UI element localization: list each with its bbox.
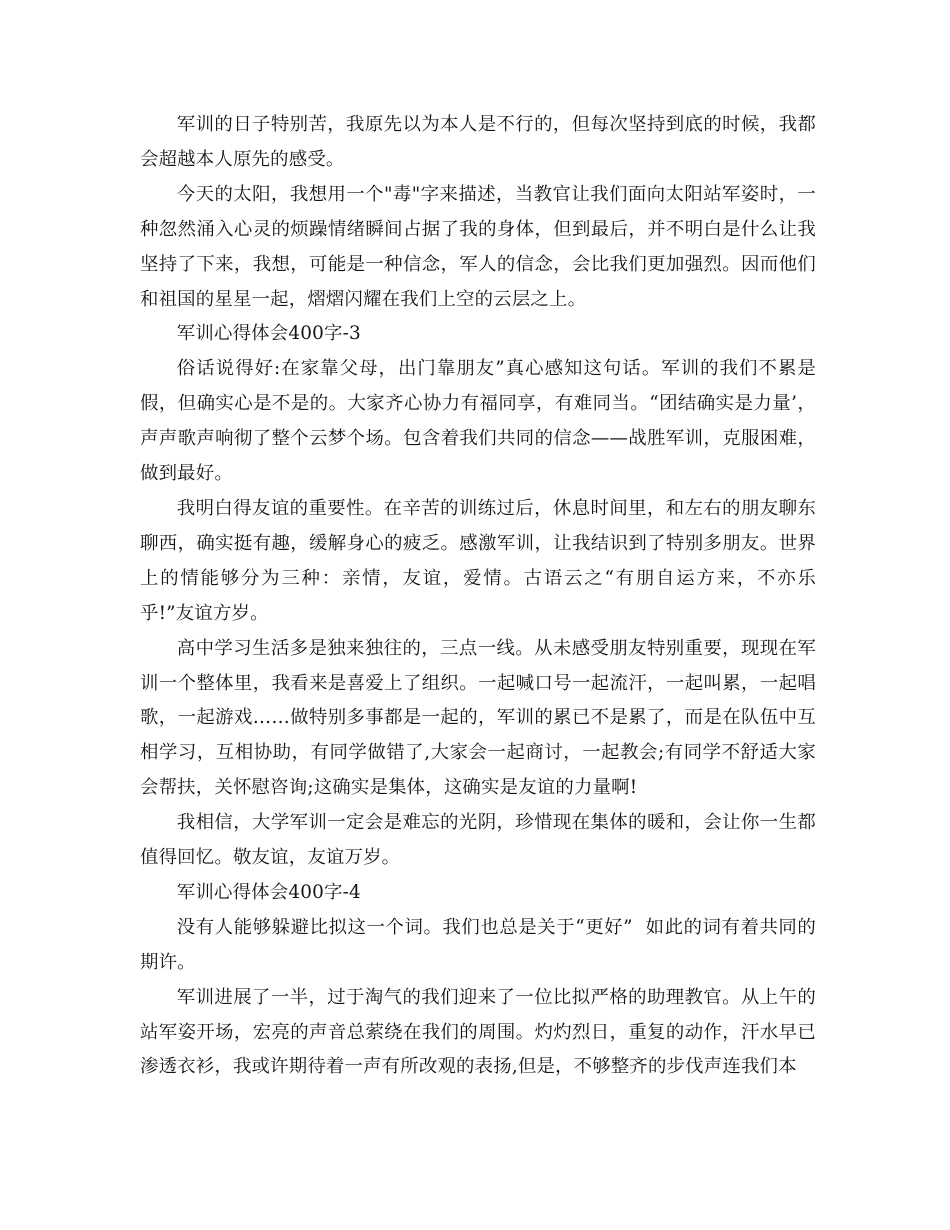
paragraph-instructor: 军训进展了一半，过于淘气的我们迎来了一位比拟严格的助理教官。从上午的站军姿开场，宏亮的声音总萦绕在我们的周围。灼灼烈日，重复的动作，汗水早已渗透衣衫，我或许期待着一声有所改观的表扬,但是，不够整齐的步伐声连我们本 (140, 986, 816, 1078)
paragraph-high-school: 高中学习生活多是独来独往的，三点一线。从未感受朋友特别重要，现现在军训一个整体里，我看来是喜爱上了组织。一起喊口号一起流汗，一起叫累，一起唱歌，一起游戏……做特别多事都是一起的，军训的累已不是累了，而是在队伍中互相学习，互相协助，有同学做错了,大家会一起商讨，一起教会;有同学不舒适大家会帮扶，关怀慰咨询;这确实是集体，这确实是友谊的力量啊! (140, 637, 816, 799)
paragraph-comparison: 没有人能够躲避比拟这一个词。我们也总是关于“更好” 如此的词有着共同的期许。 (140, 916, 816, 973)
paragraph-belief: 我相信，大学军训一定会是难忘的光阴，珍惜现在集体的暖和，会让你一生都值得回忆。敬友谊，友谊万岁。 (140, 812, 816, 869)
paragraph-hardship: 军训的日子特别苦，我原先以为本人是不行的，但每次坚持到底的时候，我都会超越本人原先的感受。 (140, 114, 816, 170)
section-heading-4: 军训心得体会400字-4 (176, 881, 361, 903)
paragraph-sun: 今天的太阳，我想用一个"毒"字来描述，当教官让我们面向太阳站军姿时，一种忽然涌入心灵的烦躁情绪瞬间占据了我的身体，但到最后，并不明白是什么让我坚持了下来，我想，可能是一种信念，军人的信念，会比我们更加强烈。因而他们和祖国的星星一起，熠熠闪耀在我们上空的云层之上。 (140, 183, 816, 310)
paragraph-friends-saying: 俗话说得好:在家靠父母，出门靠朋友”真心感知这句话。军训的我们不累是假，但确实心是不是的。大家齐心协力有福同享，有难同当。“团结确实是力量’，声声歌声响彻了整个云梦个场。包含着我们共同的信念——战胜军训，克服困难，做到最好。 (140, 358, 816, 485)
document-body (140, 108, 816, 1085)
section-heading-3: 军训心得体会400字-3 (176, 323, 361, 345)
paragraph-friendship-importance: 我明白得友谊的重要性。在辛苦的训练过后，休息时间里，和左右的朋友聊东聊西，确实挺有趣，缓解身心的疲乏。感激军训，让我结识到了特别多朋友。世界上的情能够分为三种：亲情，友谊，爱情。古语云之“有朋自运方来，不亦乐乎!”友谊方岁。 (140, 497, 816, 624)
